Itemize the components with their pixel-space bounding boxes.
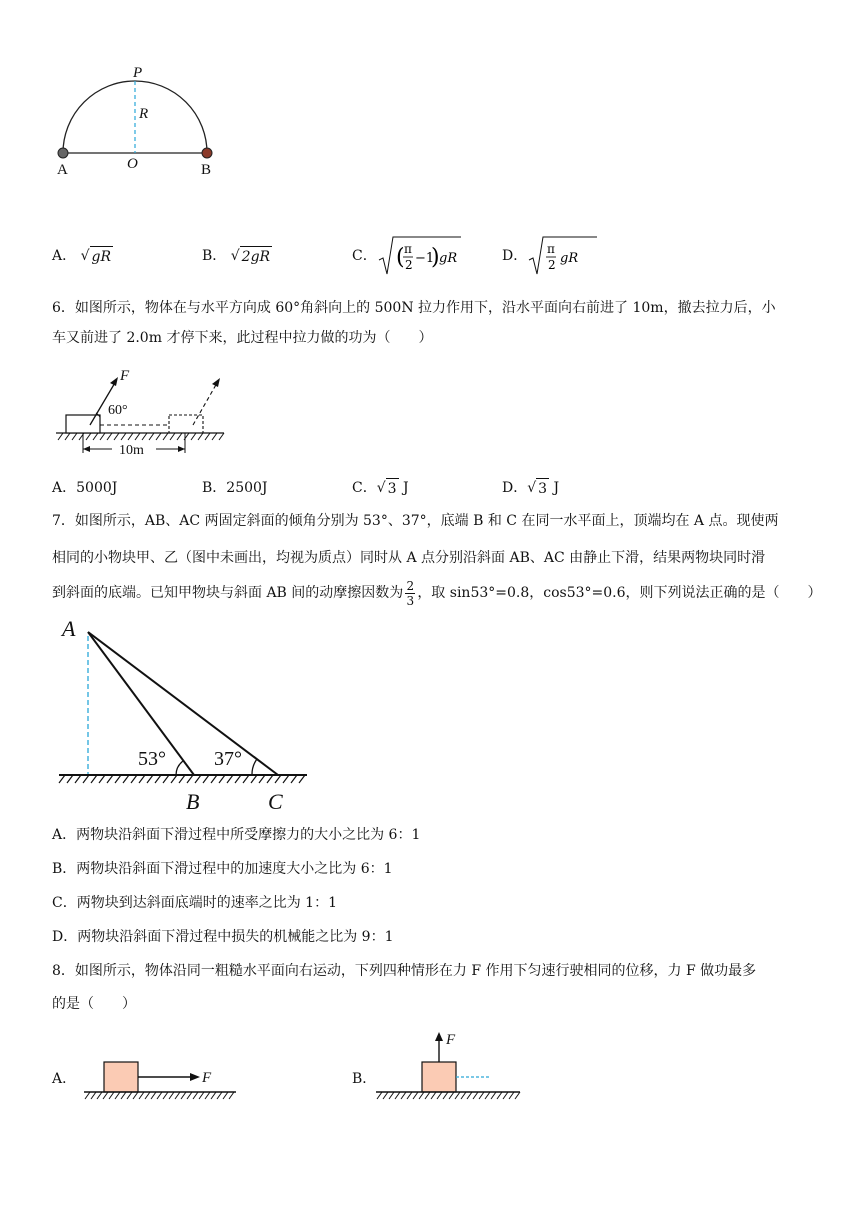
- label-o: O: [127, 156, 138, 172]
- q7-frac-den: 3: [406, 593, 415, 608]
- q6-option-d: D． √ 3 J: [502, 480, 560, 497]
- q8-fig-a-f: F: [202, 1070, 212, 1086]
- q5-option-d: D． π 2 gR: [502, 234, 599, 278]
- svg-text:): ): [430, 245, 440, 270]
- q7-option-a: A．两物块沿斜面下滑过程中所受摩擦力的大小之比为 6：1: [52, 827, 421, 843]
- label-p: P: [133, 65, 143, 81]
- q7-line1: 7．如图所示，AB、AC 两固定斜面的倾角分别为 53°、37°，底端 B 和 C 在同一水平面上，顶端均在 A 点。现使两: [52, 513, 779, 529]
- label-r: R: [139, 106, 149, 122]
- q7-option-d: D．两物块沿斜面下滑过程中损失的机械能之比为 9：1: [52, 929, 394, 945]
- svg-text:gR: gR: [560, 251, 579, 266]
- q8-option-a-letter: A．: [52, 1071, 77, 1087]
- svg-text:2: 2: [548, 258, 556, 272]
- q6-line2: 车又前进了 2.0m 才停下来，此过程中拉力做的功为（ ）: [52, 330, 433, 346]
- q6-fig-f-label: F: [120, 368, 130, 384]
- q7-fig-37: 37°: [214, 748, 242, 770]
- svg-text:π: π: [403, 242, 412, 256]
- q8-option-b-letter: B．: [352, 1071, 377, 1087]
- q8-figure-a: [82, 1058, 242, 1108]
- q5-option-c: C． ( π 2 −1 ) gR: [352, 234, 461, 278]
- q5-option-a: A． √ gR: [52, 248, 112, 265]
- semicircle-figure: [50, 60, 250, 180]
- q8-line2: 的是（ ）: [52, 996, 136, 1012]
- svg-text:π: π: [547, 242, 556, 256]
- q7-fig-a: A: [62, 616, 76, 641]
- label-b: B: [201, 162, 212, 178]
- q7-fig-b: B: [186, 789, 200, 814]
- q6-option-b: B．2500J: [202, 480, 268, 496]
- svg-text:−1: −1: [414, 251, 434, 266]
- q7-frac-num: 2: [406, 578, 415, 593]
- q7-option-b: B．两物块沿斜面下滑过程中的加速度大小之比为 6：1: [52, 861, 393, 877]
- svg-text:2: 2: [404, 258, 413, 272]
- q5-option-b: B． √ 2gR: [202, 248, 271, 265]
- q8-fig-b-f: F: [446, 1032, 456, 1048]
- q7-line3: 到斜面的底端。已知甲物块与斜面 AB 间的动摩擦因数为 2 3 ，取 sin53°=0.8，cos53°=0.6，则下列说法正确的是（ ）: [52, 578, 822, 608]
- q7-fig-c: C: [268, 789, 283, 814]
- q7-option-c: C．两物块到达斜面底端时的速率之比为 1：1: [52, 895, 337, 911]
- q6-option-a: A．5000J: [52, 480, 118, 496]
- q6-fig-angle: 60°: [108, 403, 128, 418]
- svg-text:(: (: [395, 245, 405, 270]
- q6-option-c: C． √ 3 J: [352, 480, 409, 497]
- q7-fig-53: 53°: [138, 748, 166, 770]
- label-a: A: [57, 162, 68, 178]
- q7-line2: 相同的小物块甲、乙（图中未画出，均视为质点）同时从 A 点分别沿斜面 AB、AC 由静止下滑，结果两物块同时滑: [52, 550, 766, 566]
- svg-text:gR: gR: [438, 251, 457, 266]
- incline-figure: [55, 620, 315, 810]
- q6-line1: 6．如图所示，物体在与水平方向成 60°角斜向上的 500N 拉力作用下，沿水平面向右前进了 10m，撤去拉力后，小: [52, 300, 776, 316]
- q6-fig-distance: 10m: [119, 443, 144, 458]
- q8-line1: 8．如图所示，物体沿同一粗糙水平面向右运动，下列四种情形在力 F 作用下匀速行驶相同的位移，力 F 做功最多: [52, 963, 757, 979]
